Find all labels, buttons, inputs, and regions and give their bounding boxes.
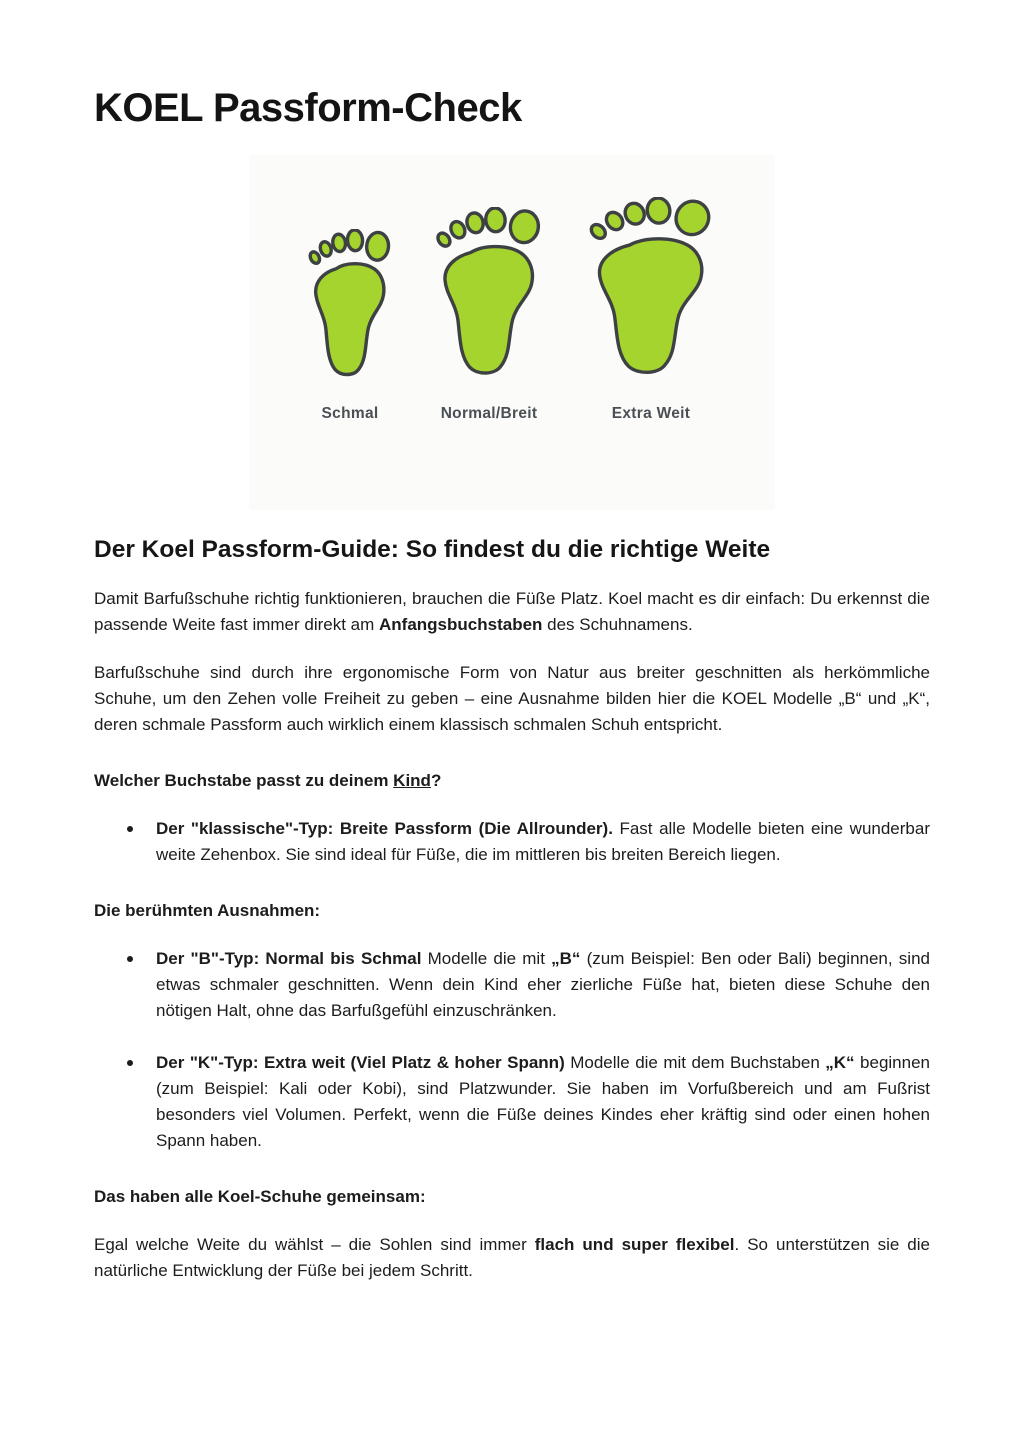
question-heading-post: ? <box>430 771 442 790</box>
k-bullet-mid: Modelle die mit dem Buchstaben <box>564 1053 826 1072</box>
footprints-row <box>304 197 720 423</box>
guide-heading: Der Koel Passform-Guide: So findest du die richtige Weite <box>94 536 771 563</box>
intro-text-bold: Anfangsbuchstaben <box>379 615 543 634</box>
outro-text-post: . So unterstützen sie die natürliche Entwicklung der Füße bei jedem Schritt. <box>94 1235 930 1280</box>
figure-label-extra-weit: Extra Weit <box>611 404 691 422</box>
intro-text-pre: Damit Barfußschuhe richtig funktionieren, brauchen die Füße Platz. Koel macht es dir einfach: Du erkennst die passende Weite fast immer direkt am <box>94 589 930 634</box>
footprint-extra-weit-icon <box>582 197 720 385</box>
figure-label-normal-breit: Normal/Breit <box>440 404 538 422</box>
question-heading-underlined: Kind <box>393 771 431 790</box>
b-bullet-rest: (zum Beispiel: Ben oder Bali) beginnen, sind etwas schmaler geschnitten. Wenn dein Kind eher zierliche Füße hat, bieten diese Schuhe den nötigen Halt, ohne das Barfußgefühl einzuschränken. <box>156 949 930 1020</box>
foot-column-normal-breit <box>430 207 548 423</box>
classic-bullet-lead: Der "klassische"-Typ: Breite Passform (Die Allrounder). <box>156 819 613 838</box>
k-bullet-rest: beginnen (zum Beispiel: Kali oder Kobi), sind Platzwunder. Sie haben im Vorfußbereich und am Fußrist besonders viel Volumen. Perfekt, wenn die Füße deines Kindes eher kräftig sind oder einen hohen Spann haben. <box>156 1053 930 1150</box>
foot-column-schmal <box>304 229 396 423</box>
classic-bullet-rest: Fast alle Modelle bieten eine wunderbar weite Zehenbox. Sie sind ideal für Füße, die im mittleren bis breiten Bereich liegen. <box>156 819 930 864</box>
b-bullet-letter: „B“ <box>551 949 581 968</box>
exceptions-heading: Die berühmten Ausnahmen: <box>94 901 321 920</box>
page-title: KOEL Passform-Check <box>94 86 522 130</box>
question-heading <box>94 768 930 794</box>
b-bullet-mid: Modelle die mit <box>421 949 552 968</box>
common-heading: Das haben alle Koel-Schuhe gemeinsam: <box>94 1187 426 1206</box>
bullet-classic-type <box>156 816 930 868</box>
footprint-normal-breit-icon <box>430 207 548 385</box>
outro-text-bold: flach und super flexibel <box>534 1235 735 1254</box>
ergonomics-paragraph: Barfußschuhe sind durch ihre ergonomische Form von Natur aus breiter geschnitten als herkömmliche Schuhe, um den Zehen volle Freiheit zu geben – eine Ausnahme bilden hier die KOEL Modelle „B“ und „K“, deren schmale Passform auch wirklich einem klassisch schmalen Schuh entspricht. <box>94 663 930 734</box>
exceptions-list <box>94 946 930 1154</box>
foot-width-figure <box>249 155 775 510</box>
figure-label-schmal: Schmal <box>321 404 379 422</box>
outro-text-pre: Egal welche Weite du wählst – die Sohlen sind immer <box>94 1235 535 1254</box>
footprint-schmal-icon <box>304 229 396 385</box>
b-bullet-lead: Der "B"-Typ: Normal bis Schmal <box>156 949 422 968</box>
foot-column-extra-weit <box>582 197 720 423</box>
k-bullet-lead: Der "K"-Typ: Extra weit (Viel Platz & hoher Spann) <box>156 1053 565 1072</box>
k-bullet-letter: „K“ <box>825 1053 855 1072</box>
bullet-b-type <box>156 946 930 1024</box>
bullet-k-type <box>156 1050 930 1154</box>
intro-paragraph <box>94 586 930 638</box>
intro-text-post: des Schuhnamens. <box>542 615 693 634</box>
outro-paragraph <box>94 1232 930 1284</box>
classic-type-list <box>94 816 930 868</box>
question-heading-pre: Welcher Buchstabe passt zu deinem <box>94 771 394 790</box>
